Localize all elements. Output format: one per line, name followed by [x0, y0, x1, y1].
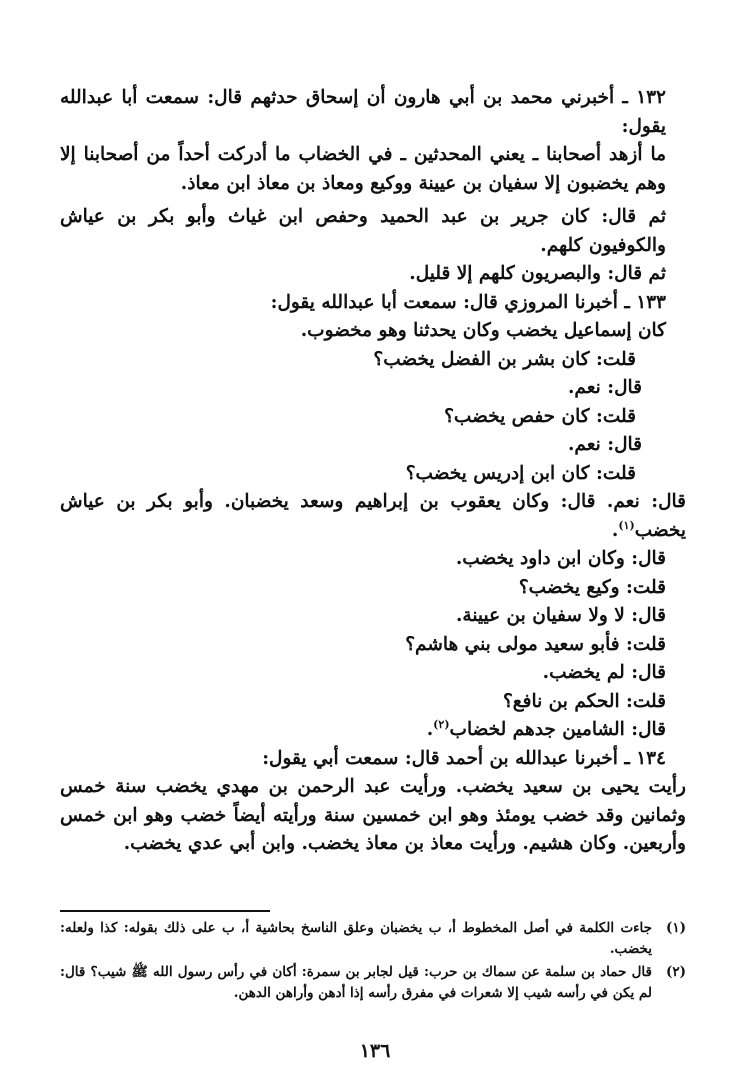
- footnote-1-text: جاءت الكلمة في أصل المخطوط أ، ب يخضبان وعلق الناسخ بحاشية أ، ب على ذلك بقوله: كذا ولعله: يخضب.: [60, 920, 652, 957]
- answer-shamiyyin-text: قال: الشامين جدهم لخضاب: [449, 719, 666, 740]
- paragraph-133-ismail: كان إسماعيل يخضب وكان يحدثنا وهو مخضوب.: [300, 320, 666, 341]
- footnote-ref-2: (٢): [433, 717, 450, 731]
- paragraph-134-body: رأيت يحيى بن سعيد يخضب. ورأيت عبد الرحمن بن مهدي يخضب سنة خمس وثمانين وقد خضب يومئذ وهو ابن خمسين سنة ورأيته أيضاً خضب وهو ابن خمس وأربعين. وكان هشيم. ورأيت معاذ بن معاذ يخضب. وابن أبي عدي يخضب.: [60, 776, 686, 854]
- paragraph-133-heading: ١٣٣ ـ أخبرنا المروزي قال: سمعت أبا عبدالله يقول:: [270, 291, 666, 313]
- footnote-ref-1: (١): [618, 518, 635, 532]
- question-ibn-idris: قلت: كان ابن إدريس يخضب؟: [405, 462, 636, 484]
- footnote-1-number: (١): [665, 920, 686, 936]
- answer-no-dye: قال: لم يخضب.: [542, 662, 666, 683]
- footnote-2-text: قال حماد بن سلمة عن سماك بن حرب: قيل لجابر بن سمرة: أكان في رأس رسول الله ﷺ شيب؟ قال: لم يكن في رأسه شيب إلا شعرات في مفرق رأسه إذا أدهن وأراهن الدهن.: [60, 964, 652, 1001]
- paragraph-132-body: ما أزهد أصحابنا ـ يعني المحدثين ـ في الخضاب ما أدركت أحداً من أصحابنا إلا وهم يخضبون إلا سفيان بن عيينة ووكيع ومعاذ بن معاذ ابن معاذ.: [60, 144, 666, 194]
- paragraph-132-jarir: ثم قال: كان جرير بن عبد الحميد وحفص ابن غياث وأبو بكر بن عياش والكوفيون كلهم.: [60, 206, 666, 256]
- answer-yaqub: [60, 488, 686, 545]
- paragraph-132-basra: ثم قال: والبصريون كلهم إلا قليل.: [409, 263, 666, 284]
- question-abu-said: قلت: فأبو سعيد مولى بني هاشم؟: [405, 633, 666, 655]
- question-bishr: قلت: كان بشر بن الفضل يخضب؟: [373, 348, 636, 370]
- footnote-divider: [60, 910, 270, 912]
- footnotes: [60, 918, 686, 1006]
- answer-yes-1: قال: نعم.: [567, 377, 642, 398]
- answer-yes-2: قال: نعم.: [567, 434, 642, 455]
- paragraph-134-heading: ١٣٤ ـ أخبرنا عبدالله بن أحمد قال: سمعت أبي يقول:: [262, 747, 666, 769]
- question-hafs: قلت: كان حفص يخضب؟: [444, 405, 636, 427]
- paragraph-132-heading: ١٣٢ ـ أخبرني محمد بن أبي هارون أن إسحاق حدثهم قال: سمعت أبا عبدالله يقول:: [60, 87, 666, 137]
- footnote-1: [60, 918, 686, 960]
- page-number: ١٣٦: [359, 1040, 391, 1062]
- answer-sufyan: قال: لا ولا سفيان بن عيينة.: [455, 605, 666, 626]
- answer-yaqub-text: قال: نعم. قال: وكان يعقوب بن إبراهيم وسعد يخضبان. وأبو بكر بن عياش يخضب: [60, 491, 686, 541]
- answer-ibn-dawud: قال: وكان ابن داود يخضب.: [455, 548, 666, 569]
- footnote-2: [60, 962, 686, 1004]
- answer-shamiyyin: [60, 716, 686, 745]
- footnote-2-number: (٢): [665, 964, 686, 980]
- question-hakam: قلت: الحكم بن نافع؟: [502, 690, 666, 712]
- answer-shamiyyin-tail: .: [426, 719, 434, 740]
- answer-yaqub-tail: .: [611, 519, 619, 541]
- main-text: [60, 84, 686, 859]
- question-waki: قلت: وكيع يخضب؟: [518, 576, 666, 598]
